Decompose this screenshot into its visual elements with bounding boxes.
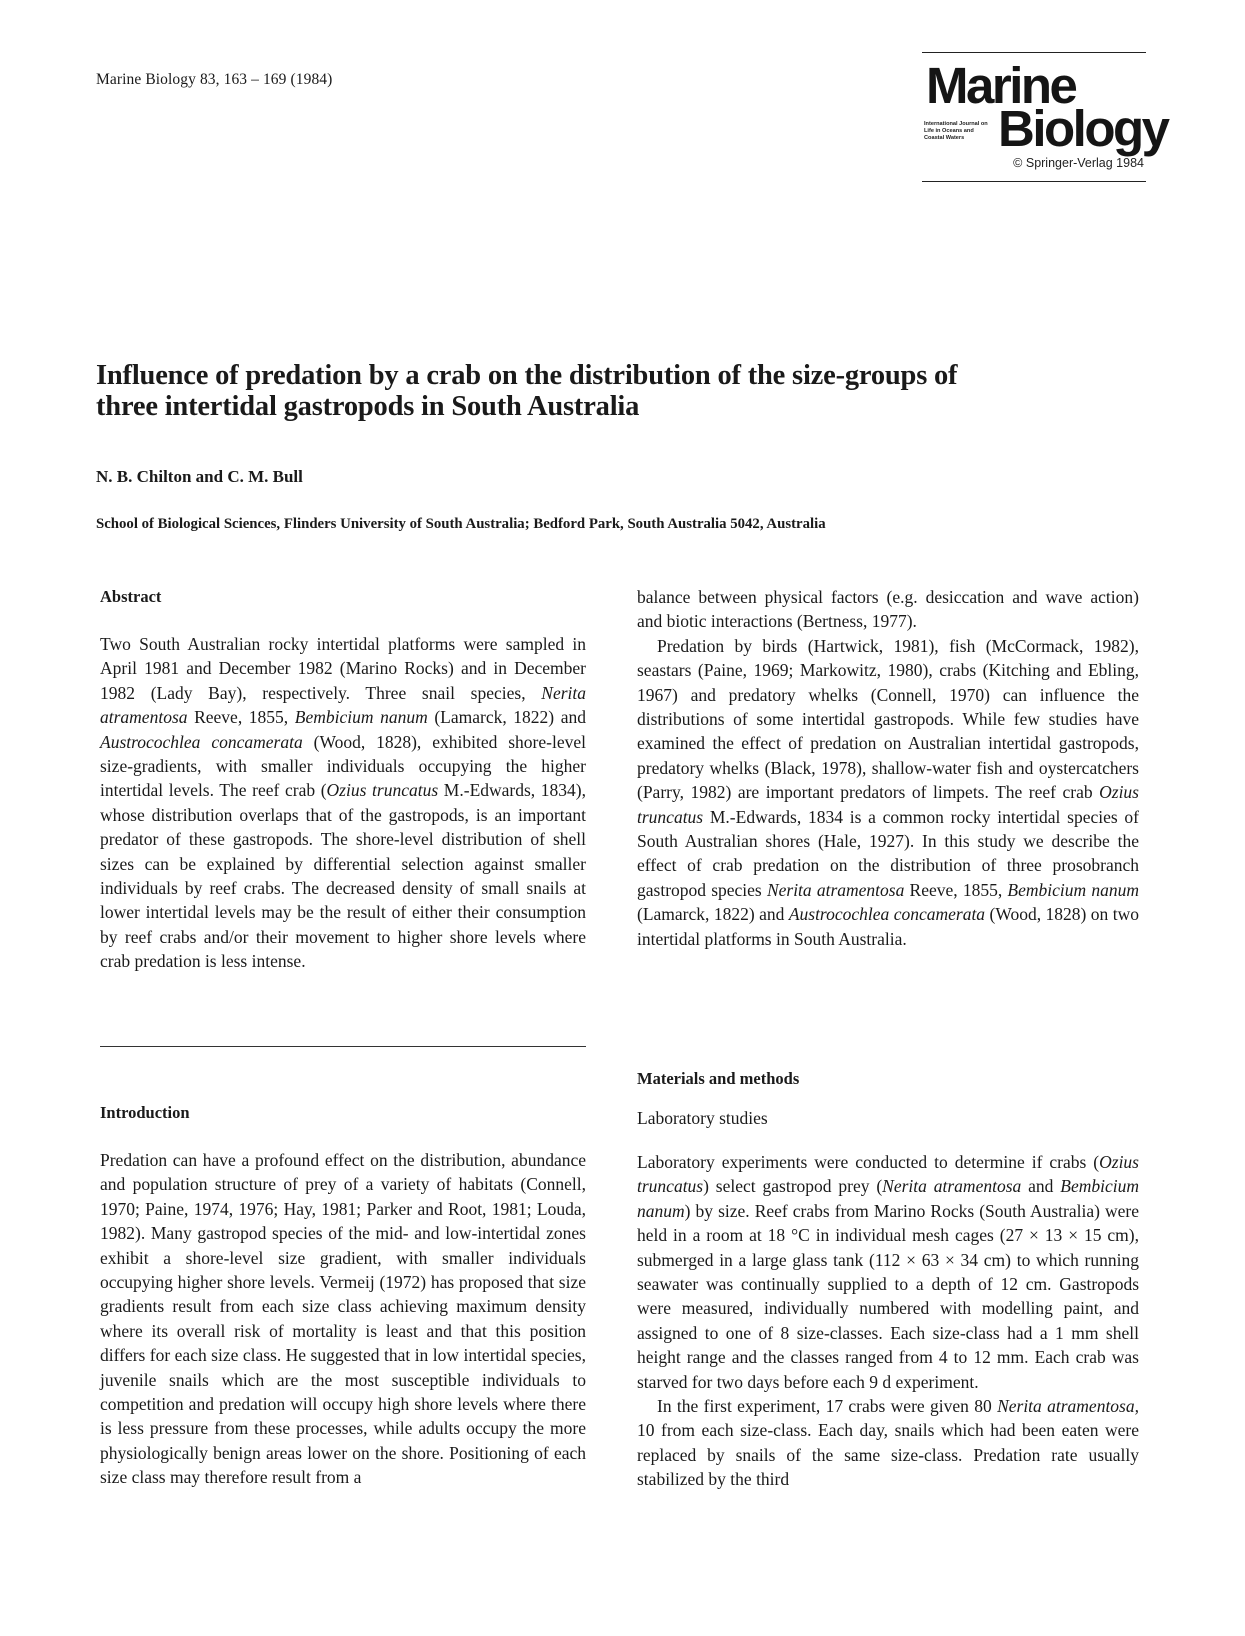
right-column-top [637, 585, 1139, 951]
introduction-body [100, 1148, 586, 1490]
methods-heading: Materials and methods [637, 1069, 800, 1088]
body-text: (Lamarck, 1822) and [637, 904, 789, 925]
introduction-heading: Introduction [100, 1103, 190, 1122]
abstract-paragraph [100, 632, 586, 974]
species-name: Austrocochlea concamerata [100, 731, 303, 752]
section-divider [100, 1046, 586, 1047]
body-text: and [1021, 1176, 1061, 1197]
body-text: (Wood, 1828) on two intertidal platforms in South Australia. [637, 904, 1139, 949]
species-name: Nerita atramentosa, [997, 1396, 1139, 1417]
paper-authors: N. B. Chilton and C. M. Bull [96, 467, 303, 486]
right-column-bottom [637, 1150, 1139, 1492]
author-affiliation: School of Biological Sciences, Flinders University of South Australia; Bedford Park, South Australia 5042, Australia [96, 516, 826, 532]
abstract-body [100, 632, 586, 974]
species-name: Austrocochlea concamerata [788, 904, 986, 925]
species-name: Ozius truncatus [637, 782, 1139, 827]
abstract-text: M.-Edwards, 1834), whose distribution overlaps that of the gastropods, is an important predator of these gastropods. The shore-level distribution of shell sizes can be explained by differential selection against smaller individuals by reef crabs. The decreased density of small snails at lower intertidal levels may be the result of either their consumption by reef crabs and/or their movement to higher shore levels where crab predation is less intense. [100, 780, 587, 972]
abstract-heading: Abstract [100, 587, 162, 606]
species-name: Nerita atramentosa [766, 879, 905, 900]
body-text: M.-Edwards, 1834 is a common rocky intertidal species of South Australian shores (Hale, 1927). In this study we describe the effect of crab predation on the distribution of three prosobranch gastropod species [637, 806, 1139, 900]
experiment-paragraph [637, 1394, 1139, 1492]
body-text: Predation by birds (Hartwick, 1981), fish (McCormack, 1982), seastars (Paine, 1969; Markowitz, 1980), crabs (Kitching and Ebling, 1967) and predatory whelks (Connell, 1970) can influence the distributions of some intertidal gastropods. While few studies have examined the effect of predation on Australian intertidal gastropods, predatory whelks (Black, 1978), shallow-water fish and oystercatchers (Parry, 1982) are important predators of limpets. The reef crab [637, 635, 1139, 803]
laboratory-subheading: Laboratory studies [637, 1108, 768, 1128]
logo-rule-bottom [922, 181, 1146, 182]
species-name: Ozius truncatus [637, 1152, 1139, 1197]
laboratory-paragraph [637, 1150, 1139, 1394]
species-name: Bembicium nanum [637, 1176, 1139, 1221]
copyright-notice: © Springer-Verlag 1984 [1013, 156, 1144, 170]
logo-tagline: International Journal on Life in Oceans and Coastal Waters [924, 121, 988, 142]
species-name: Bembicium nanum [1007, 879, 1139, 900]
paper-title: Influence of predation by a crab on the distribution of the size-groups of three intertidal gastropods in South Australia [96, 360, 958, 422]
body-text: ) select gastropod prey ( [703, 1176, 883, 1197]
introduction-paragraph: Predation can have a profound effect on the distribution, abundance and population structure of prey of a variety of habitats (Connell, 1970; Paine, 1974, 1976; Hay, 1981; Parker and Root, 1981; Louda, 1982). Many gastropod species of the mid- and low-intertidal zones exhibit a shore-level size gradient, with smaller individuals occupying higher shore levels. Vermeij (1972) has proposed that size gradients result from each size class achieving maximum density where its overall risk of mortality is least and that this position differs for each size class. He suggested that in low intertidal species, juvenile snails which are the most susceptible individuals to competition and predation will occupy high shore levels where there is less pressure from these processes, while adults occupy the more physiologically benign areas lower on the shore. Positioning of each size class may therefore result from a [100, 1150, 586, 1488]
logo-word-biology: Biology [998, 100, 1168, 157]
abstract-text: (Lamarck, 1822) and [427, 707, 586, 728]
species-name: Nerita atramentosa [882, 1176, 1022, 1197]
predation-paragraph [637, 634, 1139, 951]
abstract-text: (Wood, 1828), exhibited shore-level size-gradients, with smaller individuals occupying the higher intertidal levels. The reef crab ( [100, 731, 586, 801]
abstract-text: Reeve, 1855, [187, 707, 295, 728]
body-text: 10 from each size-class. Each day, snails which had been eaten were replaced by snails of the same size-class. Predation rate usually stabilized by the third [637, 1420, 1139, 1490]
body-text: Laboratory experiments were conducted to determine if crabs ( [637, 1152, 1100, 1172]
body-text: Reeve, 1855, [904, 879, 1008, 900]
body-text: ) by size. Reef crabs from Marino Rocks (South Australia) were held in a room at 18 °C in individual mesh cages (27 × 13 × 15 cm), submerged in a large glass tank (112 × 63 × 34 cm) to which running seawater was continually supplied to a depth of 12 cm. Gastropods were measured, individually numbered with modelling paint, and assigned to one of 8 size-classes. Each size-class had a 1 mm shell height range and the classes ranged from 4 to 12 mm. Each crab was starved for two days before each 9 d experiment. [637, 1200, 1139, 1392]
logo-rule-top [922, 52, 1146, 53]
journal-logo [922, 52, 1168, 184]
species-name: Bembicium nanum [294, 707, 428, 728]
species-name: Nerita atramentosa [100, 682, 586, 728]
journal-citation: Marine Biology 83, 163 – 169 (1984) [96, 71, 333, 88]
species-name: Ozius truncatus [326, 780, 439, 801]
body-text: In the first experiment, 17 crabs were given 80 [657, 1396, 998, 1417]
continued-paragraph: balance between physical factors (e.g. desiccation and wave action) and biotic interactions (Bertness, 1977). [637, 587, 1139, 632]
abstract-text: Two South Australian rocky intertidal platforms were sampled in April 1981 and December 1982 (Marino Rocks) and in December 1982 (Lady Bay), respectively. Three snail species, [100, 634, 586, 703]
logo-word-marine: Marine [926, 57, 1076, 114]
